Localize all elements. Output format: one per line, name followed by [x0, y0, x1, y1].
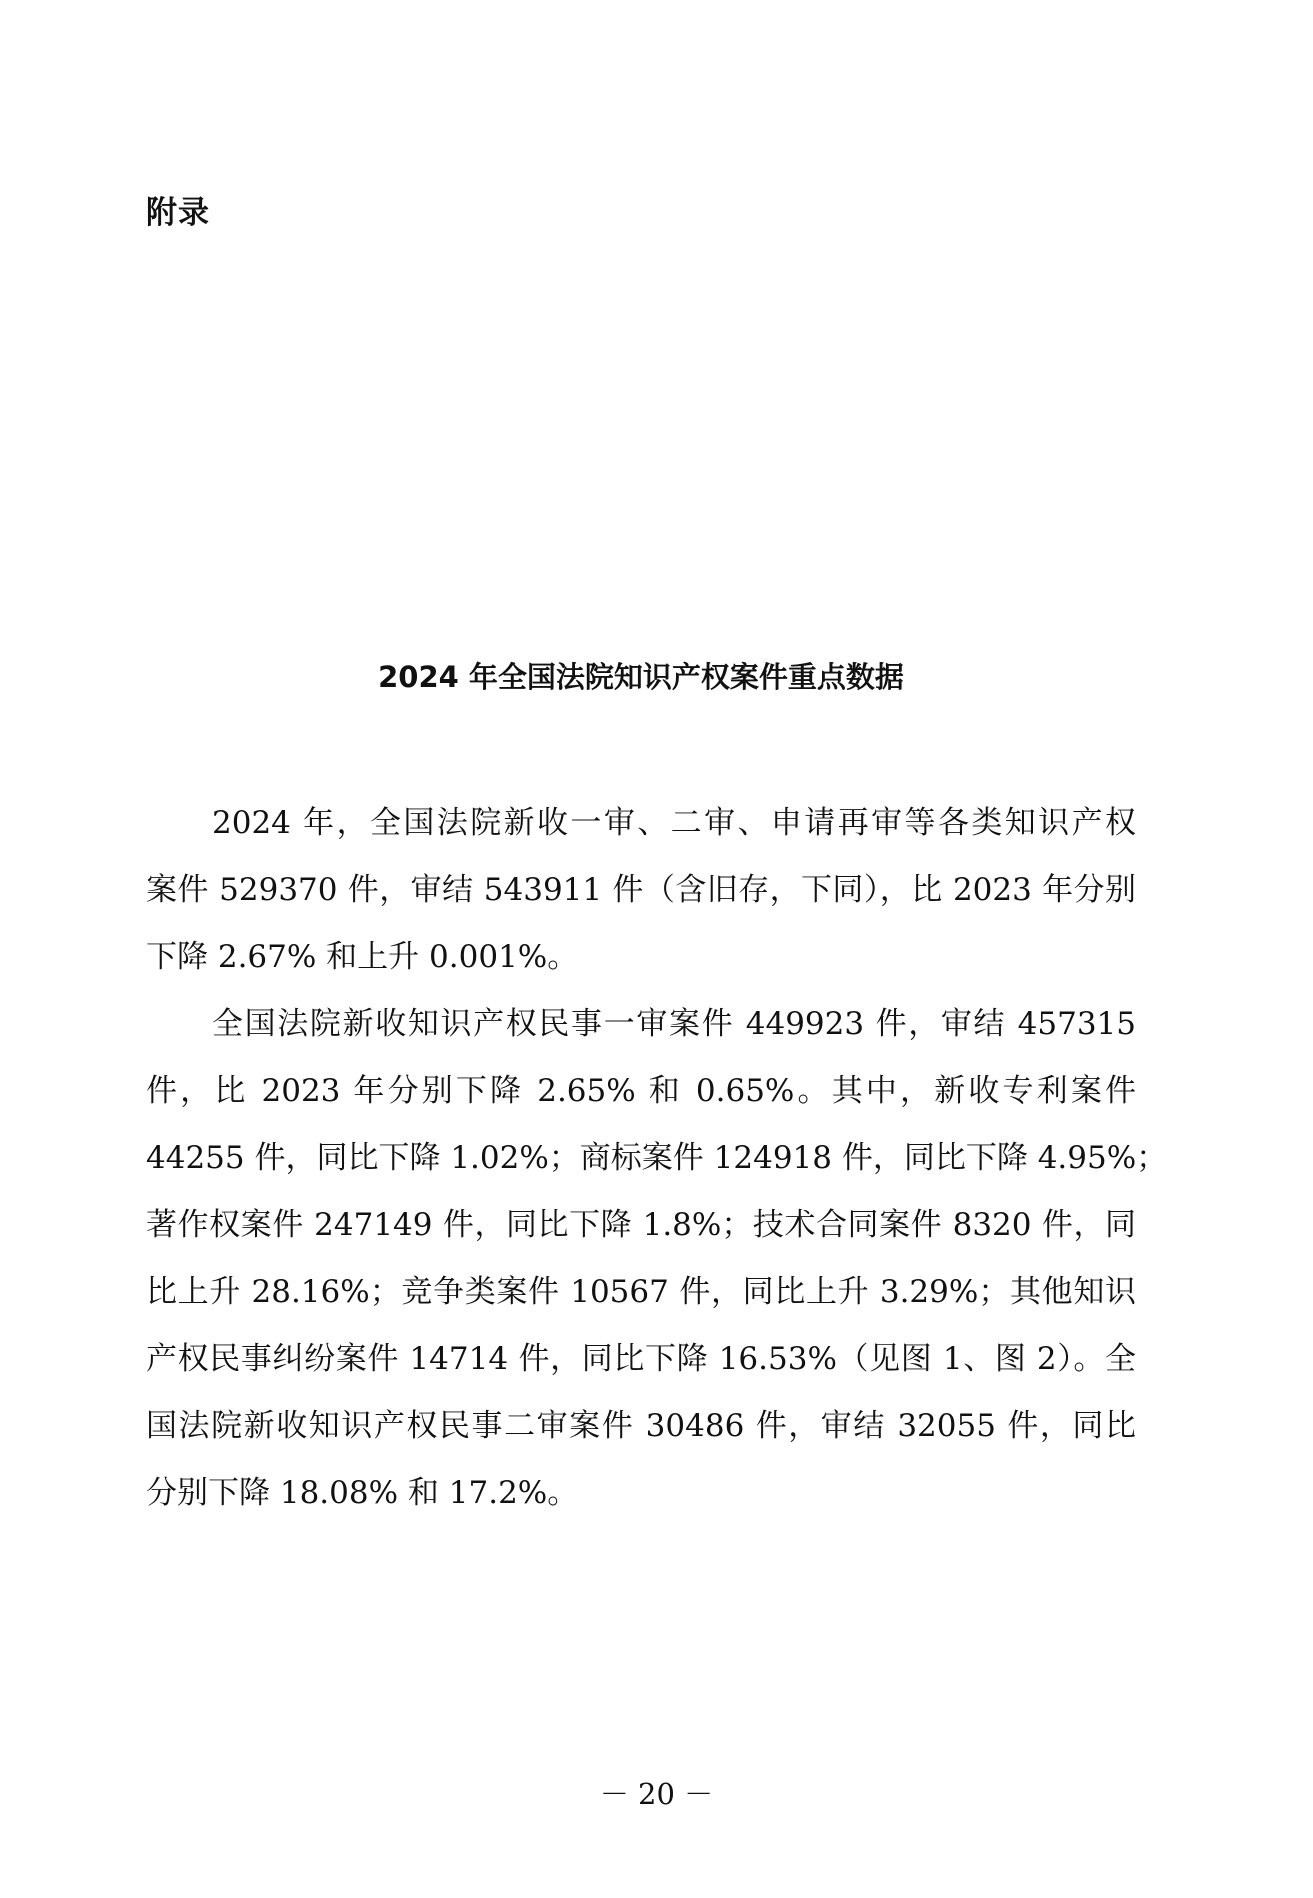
appendix-label: 附录 [146, 195, 210, 231]
text-line: 下降 2.67% 和上升 0.001%。 [146, 939, 579, 975]
paragraph-civil-cases [146, 991, 1168, 1527]
page-number: － 20 － [599, 1777, 714, 1811]
text-line: 国法院新收知识产权民事二审案件 30486 件，审结 32055 件，同比 [146, 1408, 1136, 1444]
text-line: 著作权案件 247149 件，同比下降 1.8%；技术合同案件 8320 件，同 [146, 1207, 1136, 1243]
text-line: 2024 年，全国法院新收一审、二审、申请再审等各类知识产权 [212, 805, 1136, 841]
paragraph-summary [146, 790, 1136, 991]
text-line: 44255 件，同比下降 1.02%；商标案件 124918 件，同比下降 4.95%； [146, 1140, 1168, 1176]
text-line: 全国法院新收知识产权民事一审案件 449923 件，审结 457315 [212, 1006, 1136, 1042]
text-line: 件，比 2023 年分别下降 2.65% 和 0.65%。其中，新收专利案件 [146, 1073, 1136, 1109]
text-line: 比上升 28.16%；竞争类案件 10567 件，同比上升 3.29%；其他知识 [146, 1274, 1136, 1310]
document-title: 2024 年全国法院知识产权案件重点数据 [378, 660, 904, 694]
document-body [146, 790, 1168, 1527]
text-line: 分别下降 18.08% 和 17.2%。 [146, 1475, 579, 1511]
text-line: 产权民事纠纷案件 14714 件，同比下降 16.53%（见图 1、图 2）。全 [146, 1341, 1136, 1377]
text-line: 案件 529370 件，审结 543911 件（含旧存，下同），比 2023 年分别 [146, 872, 1136, 908]
